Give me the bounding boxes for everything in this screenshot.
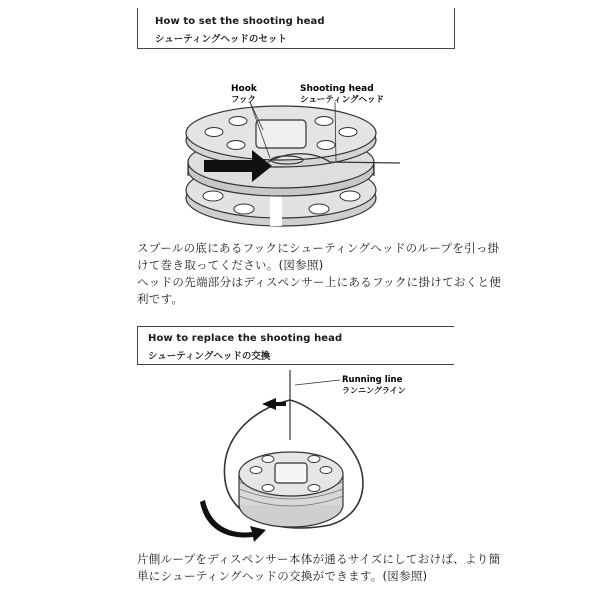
hook-label-en: Hook <box>231 84 257 94</box>
section-title-ja: シューティングヘッドのセット <box>155 34 287 45</box>
running-line-label-en: Running line <box>342 375 403 385</box>
paragraph-line: ヘッドの先端部分はディスペンサー上にあるフックに掛けておくと便 <box>137 275 502 289</box>
section-title-en: How to replace the shooting head <box>148 333 343 344</box>
section-header-replace <box>137 326 454 365</box>
head-label-ja: シューティングヘッド <box>300 95 384 105</box>
paragraph-line: 利です。 <box>137 292 184 306</box>
paragraph-line: スプールの底にあるフックにシューティングヘッドのループを引っ掛 <box>137 241 500 255</box>
head-label-en: Shooting head <box>300 84 374 94</box>
paragraph-line: 単にシューティングヘッドの交換ができます。(図参照) <box>137 569 428 583</box>
section-title-ja: シューティングヘッドの交換 <box>148 351 271 362</box>
instruction-paragraph-1 <box>137 240 501 308</box>
paragraph-line: けて巻き取ってください。(図参照) <box>137 258 324 272</box>
replace-diagram <box>200 370 363 542</box>
left-arrow-icon <box>262 398 286 410</box>
spool-diagram <box>186 102 400 226</box>
hook-label-ja: フック <box>231 95 256 105</box>
running-line-label-ja: ランニングライン <box>342 386 406 395</box>
paragraph-line: 片側ループをディスペンサー本体が通るサイズにしておけば、より簡 <box>137 552 501 566</box>
section-title-en: How to set the shooting head <box>155 16 325 27</box>
instruction-paragraph-2 <box>137 551 500 585</box>
spool-hub <box>256 120 306 148</box>
